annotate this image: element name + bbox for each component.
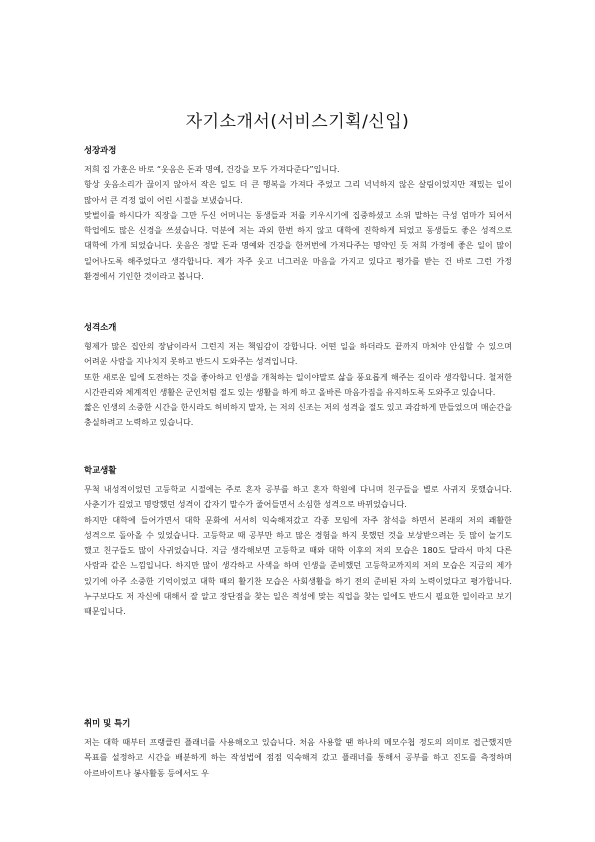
section-heading: 성장과정	[84, 145, 117, 155]
paragraph: 무척 내성적이었던 고등학교 시절에는 주로 혼자 공부를 하고 혼자 학원에 다니며 친구들을 별로 사귀지 못했습니다. 사춘기가 길었고 명랑했던 성격이 갑자기 말수가 줄어들면서 소심한 성격으로 바뀌었습니다.	[84, 484, 512, 510]
section-school-life	[84, 464, 512, 620]
section-hobbies	[84, 717, 512, 781]
paragraph: 하지만 대학에 들어가면서 대학 문화에 서서히 익숙해져갔고 각종 모임에 자주 참석을 하면서 본래의 저의 쾌활한 성격으로 돌아올 수 있었습니다. 고등학교 때 공부만 하고 많은 경험을 하지 못했던 것을 보상받으려는 듯 많이 놀기도 했고 친구들도 많이 사귀었습니다. 지금 생각해보면 고등학교 때와 대학 이후의 저의 모습은 180도 달라서 마치 다른 사람과 같은 느낌입니다. 하지만 많이 생각하고 사색을 하며 인생을 준비했던 고등학교까지의 저의 모습은 지금의 제가 있기에 아주 소중한 기억이었고 대학 때의 활기찬 모습은 사회생활을 하기 전의 준비된 자의 노력이었다고 평가합니다. 누구보다도 저 자신에 대해서 잘 알고 장단점을 찾는 일은 적성에 맞는 직업을 찾는 일에도 반드시 필요한 일이라고 보기 때문입니다.	[84, 514, 512, 617]
paragraph: 저는 대학 때부터 프랭클린 플래너를 사용해오고 있습니다. 처음 사용할 땐 하나의 메모수첩 정도의 의미로 접근했지만 목표를 설정하고 시간을 배분하게 하는 작성법에 점점 익숙해져 갔고 플래너를 통해서 공부를 하고 진도를 측정하며 아르바이트나 봉사활동 등에서도 우	[84, 737, 512, 778]
paragraph: 짧은 인생의 소중한 시간을 한시라도 허비하지 말자, 는 저의 신조는 저의 성격을 절도 있고 과감하게 만들었으며 매순간을 충실하려고 노력하고 있습니다.	[84, 402, 512, 428]
paragraph: 또한 새로운 일에 도전하는 것을 좋아하고 인생을 개척하는 일이야말로 삶을 풍요롭게 해주는 길이라 생각합니다. 철저한 시간관리와 체계적인 생활은 군인처럼 절도 있는 생활을 하게 하고 올바른 마음가짐을 유지하도록 도와주고 있습니다.	[84, 371, 512, 397]
paragraph: 맞벌이를 하시다가 직장을 그만 두신 어머니는 동생들과 저를 키우시기에 집중하셨고 소위 말하는 극성 엄마가 되어서 학업에도 많은 신경을 쓰셨습니다. 덕분에 저는 과외 한번 하지 않고 대학에 진학하게 되었고 동생들도 좋은 성적으로 대학에 가게 되었습니다. 웃음은 정말 돈과 명예와 건강을 한꺼번에 가져다주는 명약인 듯 저희 가정에 좋은 일이 많이 일어나도록 해주었다고 생각합니다. 제가 자주 웃고 너그러운 마음을 가지고 있다고 평가를 받는 건 바로 그런 가정 환경에서 기인한 것이라고 봅니다.	[84, 209, 512, 282]
section-heading: 취미 및 특기	[84, 718, 131, 728]
section-personality	[84, 321, 512, 431]
section-heading: 성격소개	[84, 322, 117, 332]
paragraph: 형제가 많은 집안의 장남이라서 그런지 저는 책임감이 강합니다. 어떤 일을 하더라도 끝까지 마쳐야 안심할 수 있으며 어려운 사람을 지나치지 못하고 반드시 도와주는 성격입니다.	[84, 341, 512, 367]
paragraph: 저희 집 가훈은 바로 “웃음은 돈과 명예, 건강을 모두 가져다준다”입니다.	[84, 164, 340, 174]
paragraph: 항상 웃음소리가 끊이지 않아서 작은 일도 더 큰 행복을 가져다 주었고 그리 넉넉하지 않은 살림이었지만 재밌는 일이 많아서 큰 걱정 없이 어린 시절을 보냈습니다.	[84, 179, 512, 205]
section-growth	[84, 144, 512, 284]
document-title: 자기소개서(서비스기획/신입)	[185, 112, 410, 133]
section-heading: 학교생활	[84, 465, 117, 475]
